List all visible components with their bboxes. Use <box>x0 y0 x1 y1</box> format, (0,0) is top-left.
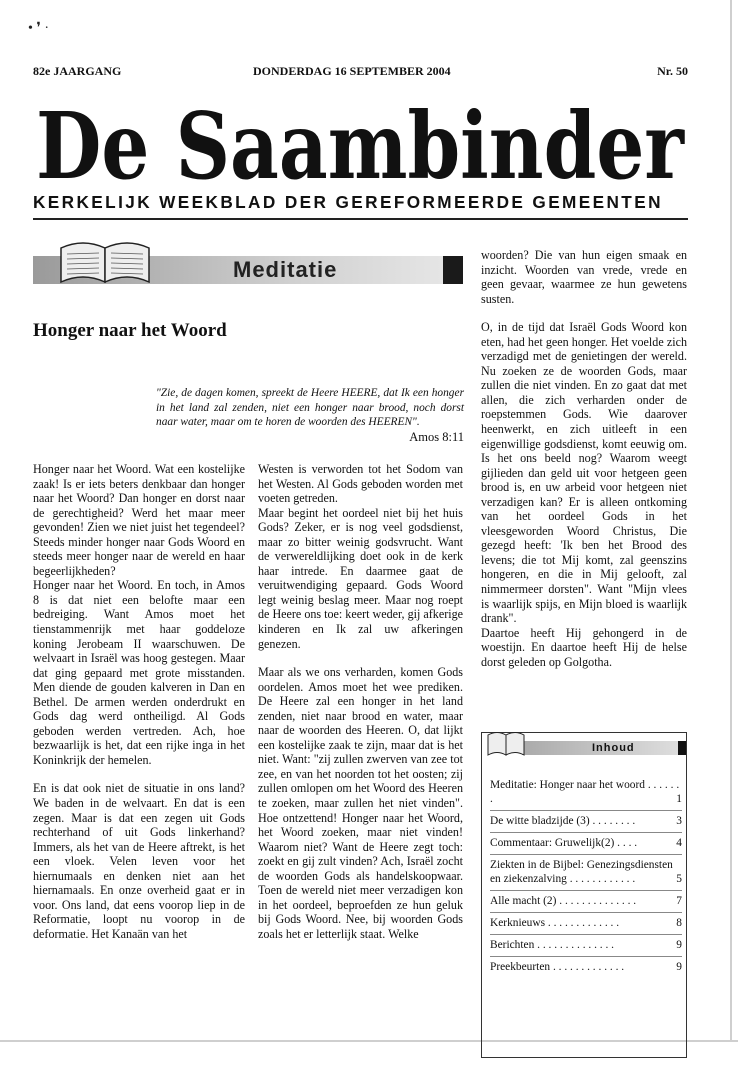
toc-item[interactable] <box>490 957 682 978</box>
scan-speck-marks: • ❜ · <box>28 21 50 36</box>
toc-leader-dots: . . . . . . . . . . . . <box>566 873 636 885</box>
toc-heading: Inhoud <box>592 742 635 754</box>
toc-leader-dots: . . . . . . . . <box>589 815 636 827</box>
toc-header <box>482 737 686 755</box>
open-book-icon <box>486 727 526 762</box>
toc-item-label: Kerknieuws <box>490 917 546 929</box>
toc-item-label: Berichten <box>490 939 535 951</box>
toc-item-label: De witte bladzijde (3) <box>490 815 590 827</box>
toc-item[interactable] <box>490 855 682 891</box>
issue-info-bar <box>33 64 688 82</box>
epigraph-reference: Amos 8:11 <box>409 430 464 444</box>
article-column-1 <box>33 462 245 942</box>
paragraph: woorden? Die van hun eigen smaak en inzicht. Woorden van vrede, vrede en geen gevaar, waarmee ze hun gewetens susten. <box>481 248 687 306</box>
toc-header-end <box>678 741 686 755</box>
masthead <box>33 96 688 196</box>
toc-item-page: 8 <box>676 917 682 929</box>
paragraph: En is dat ook niet de situatie in ons land? We baden in de welvaart. En dat is een zegen. Maar is dat een zegen uit Gods rechterhand of uit Gods linkerhand? Immers, als het van de Heere aftrekt, is het een vloek. Velen leven voor het hiernumaals en denken niet aan het hiernamaals. En onze overheid gaat er in voor. Ons land, dat eens voorop liep in de Reformatie, loopt nu voorop in de deformatie. Het Kanaän van het <box>33 781 245 941</box>
toc-item[interactable] <box>490 935 682 957</box>
paragraph: Maar als we ons verharden, komen Gods oordelen. Amos moet het wee prediken. De Heere zal een honger in het land zenden, niet naar brood en water, maar naar de woorden des Heeren. O, dat lijkt een kostelijke zaak te zijn, maar dat is het niet. Want: "zij zullen zwerven van zee tot zee, en van het noorden tot het oosten; zij zullen omlopen om het Woord des Heeren te zoeken, maar zullen het niet vinden". Hoe ontzettend! Honger naar het Woord, het Woord zoeken, maar niet vinden! Waarom niet? Want de Heere zegt toch: zoekt en gij zult vinden? Ach, Israël zocht de woorden Gods als handelskoopwaar. Toen de wereld niet meer verzadigen kon in het oordeel, beproefden ze hun geluk bij Gods Woord. Nee, bij woorden Gods zoals het er letterlijk staat. Welke <box>258 665 463 941</box>
toc-item-label: Ziekten in de Bijbel: Genezingsdiensten en ziekenzalving <box>490 859 673 885</box>
toc-item-page: 4 <box>676 837 682 849</box>
toc-item-page: 9 <box>676 961 682 973</box>
banner-end-block <box>443 256 463 284</box>
masthead-subtitle: KERKELIJK WEEKBLAD DER GEREFORMEERDE GEMEENTEN <box>33 192 663 212</box>
toc-leader-dots: . . . . . . . . . . . . . <box>545 917 620 929</box>
toc-item[interactable] <box>490 913 682 935</box>
paragraph: Honger naar het Woord. Wat een kostelijke zaak! Is er iets beters denkbaar dan honger naar het Woord? Dan honger en dorst naar de gerechtigheid? Werd het maar meer gevonden! Zien we niet juist het tegendeel? Steeds minder honger naar Gods Woord en steeds meer honger naar de wereld en haar begeerlijkheden? <box>33 462 245 578</box>
toc-item[interactable] <box>490 833 682 855</box>
toc-list <box>490 775 682 978</box>
article-column-3 <box>481 248 687 669</box>
toc-leader-dots: . . . . . . . . . . . . . . <box>556 895 637 907</box>
toc-leader-dots: . . . . <box>614 837 638 849</box>
issue-number: Nr. 50 <box>657 64 688 78</box>
toc-item-label: Meditatie: Honger naar het woord <box>490 779 645 791</box>
toc-item-page: 3 <box>676 815 682 827</box>
issue-date: DONDERDAG 16 SEPTEMBER 2004 <box>253 64 451 78</box>
toc-item[interactable] <box>490 775 682 811</box>
toc-item-page: 9 <box>676 939 682 951</box>
toc-item-page: 5 <box>676 873 682 885</box>
page-edge <box>730 0 732 1040</box>
toc-item[interactable] <box>490 891 682 913</box>
toc-leader-dots: . . . . . . . . . . . . . <box>550 961 625 973</box>
toc-item[interactable] <box>490 811 682 833</box>
paragraph: Daartoe heeft Hij gehongerd in de woestijn. En daartoe heeft Hij de helse dorst geleden op Golgotha. <box>481 625 687 669</box>
section-banner <box>33 232 463 288</box>
paragraph: Maar begint het oordeel niet bij het huis Gods? Zeker, er is nog veel godsdienst, maar zo bitter weinig godsvrucht. Want de verwereldlijking doet ook in de kerk haar intrede. En daarmee gaat de veruitwendiging gepaard. Gods Woord legt weinig beslag meer. Maar nog roept de Heere ons toe: keert weder, gij afkerige kinderen en Ik zal uw afkeringen genezen. <box>258 505 464 651</box>
table-of-contents <box>481 732 687 1058</box>
epigraph-quote: "Zie, de dagen komen, spreekt de Heere HEERE, dat Ik een honger in het land zal zenden, niet een honger naar brood, noch dorst naar water, maar om te horen de woorden des HEEREN". <box>156 387 464 429</box>
toc-item-page: 1 <box>676 793 682 805</box>
toc-item-page: 7 <box>676 895 682 907</box>
toc-leader-dots: . . . . . . . <box>490 779 680 805</box>
paragraph: O, in de tijd dat Israël Gods Woord kon eten, had het geen honger. Het voelde zich verzadigd met de genietingen der wereld. Nu zoeken ze de woorden Gods, maar zullen die niet vinden. En zo gaat dat met allen, die zich verharden onder de roepstemmen Gods. Wie daarover heenwerkt, en zich uitleeft in een eigenwillige godsdienst, komt eeuwig om. Is het ons beeld nog? Waarom weegt gijlieden dan geld uit voor hetgeen geen brood is, en uw arbeid voor hetgeen niet verzadigen kan? Er is alleen ontkoming van het oordeel Gods in het vleesgeworden Woord Christus, Die gezegd heeft: 'Ik ben het Brood des levens; die tot Mij komt, zal geenszins hongeren, en die in Mij gelooft, zal nimmermeer dorsten". Want "Mijn vlees is waarlijk spijs, en Mijn bloed is waarlijk drank". <box>481 320 687 626</box>
open-book-icon <box>57 234 153 291</box>
volume-label: 82e JAARGANG <box>33 64 122 78</box>
section-label: Meditatie <box>233 257 338 282</box>
masthead-title: De Saambinder <box>36 96 686 196</box>
paragraph: Honger naar het Woord. En toch, in Amos 8 is dat niet een belofte maar een bedreiging. Want Amos moet het tienstammenrijk met haar goddeloze koning Jerobeam II waarschuwen. De welvaart in Israël was hoog gestegen. Maar dat ging gepaard met grote misstanden. Men diende de gouden kalveren in Dan en Bethel. De armen werden onderdrukt en Gods dag werd ontheiligd. Al Gods geboden werden vertreden. Ach, hoe bezwaarlijk is het, dat een rijke inga in het Koninkrijk der hemelen. <box>33 578 245 767</box>
article-column-2 <box>258 462 463 942</box>
article-title: Honger naar het Woord <box>33 320 227 341</box>
toc-item-label: Alle macht (2) <box>490 895 557 907</box>
toc-leader-dots: . . . . . . . . . . . . . . <box>534 939 615 951</box>
paragraph: Westen is verworden tot het Sodom van het Westen. Al Gods geboden worden met voeten getreden. <box>258 462 463 506</box>
toc-item-label: Preekbeurten <box>490 961 551 973</box>
masthead-logo <box>33 96 688 196</box>
toc-item-label: Commentaar: Gruwelijk(2) <box>490 837 615 849</box>
masthead-rule <box>33 218 688 220</box>
